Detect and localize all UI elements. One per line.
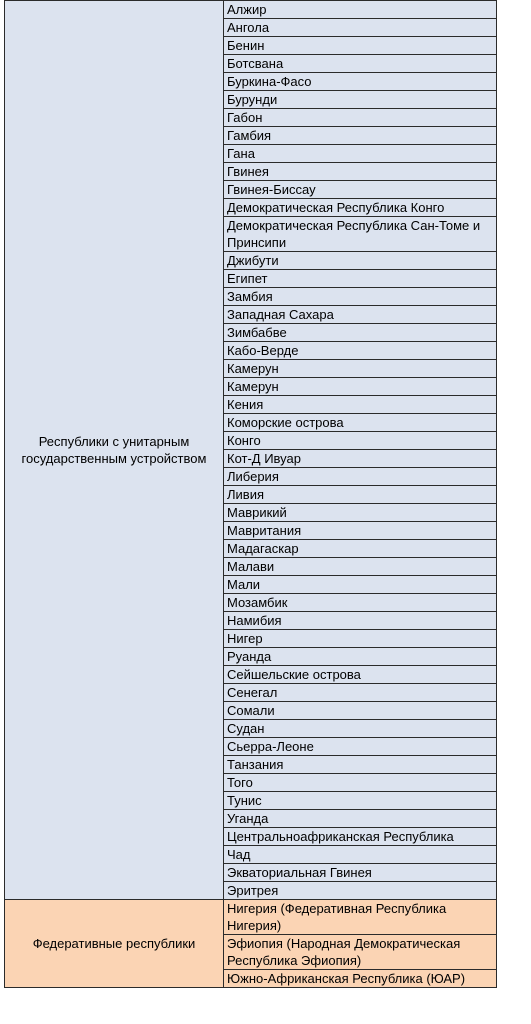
country-cell[interactable] bbox=[224, 558, 497, 576]
country-name: Сейшельские острова bbox=[227, 667, 361, 682]
country-cell[interactable] bbox=[224, 217, 497, 252]
country-cell[interactable] bbox=[224, 109, 497, 127]
table-row bbox=[5, 900, 497, 935]
country-name: Замбия bbox=[227, 289, 273, 304]
country-cell[interactable] bbox=[224, 342, 497, 360]
country-cell[interactable] bbox=[224, 199, 497, 217]
country-cell[interactable] bbox=[224, 378, 497, 396]
country-cell[interactable] bbox=[224, 468, 497, 486]
country-name: Тунис bbox=[227, 793, 262, 808]
country-name: Чад bbox=[227, 847, 251, 862]
country-cell[interactable] bbox=[224, 432, 497, 450]
country-cell[interactable] bbox=[224, 666, 497, 684]
country-cell[interactable] bbox=[224, 720, 497, 738]
country-name: Демократическая Республика Сан-Томе и Принсипи bbox=[227, 218, 481, 250]
country-cell[interactable] bbox=[224, 648, 497, 666]
country-cell[interactable] bbox=[224, 360, 497, 378]
country-name: Гамбия bbox=[227, 128, 272, 143]
country-name: Центральноафриканская Республика bbox=[227, 829, 454, 844]
country-cell[interactable] bbox=[224, 19, 497, 37]
country-name: Мадагаскар bbox=[227, 541, 299, 556]
country-cell[interactable] bbox=[224, 702, 497, 720]
country-cell[interactable] bbox=[224, 414, 497, 432]
country-name: Кабо-Верде bbox=[227, 343, 299, 358]
group-label: Республики с унитарным государственным устройством bbox=[21, 434, 207, 466]
country-name: Руанда bbox=[227, 649, 272, 664]
country-name: Западная Сахара bbox=[227, 307, 334, 322]
country-name: Кения bbox=[227, 397, 264, 412]
country-name: Демократическая Республика Конго bbox=[227, 200, 445, 215]
country-name: Бурунди bbox=[227, 92, 278, 107]
country-name: Маврикий bbox=[227, 505, 287, 520]
country-name: Эритрея bbox=[227, 883, 279, 898]
country-name: Южно-Африканская Республика (ЮАР) bbox=[227, 971, 466, 986]
country-name: Гана bbox=[227, 146, 255, 161]
country-classification-table bbox=[4, 0, 497, 988]
country-cell[interactable] bbox=[224, 181, 497, 199]
country-name: Сомали bbox=[227, 703, 275, 718]
country-name: Сенегал bbox=[227, 685, 278, 700]
country-cell[interactable] bbox=[224, 864, 497, 882]
country-name: Уганда bbox=[227, 811, 269, 826]
country-cell[interactable] bbox=[224, 1, 497, 19]
country-name: Мали bbox=[227, 577, 261, 592]
country-name: Камерун bbox=[227, 379, 279, 394]
country-name: Гвинея bbox=[227, 164, 269, 179]
country-cell[interactable] bbox=[224, 594, 497, 612]
country-cell[interactable] bbox=[224, 504, 497, 522]
group-label: Федеративные республики bbox=[32, 936, 196, 951]
country-cell[interactable] bbox=[224, 522, 497, 540]
country-cell[interactable] bbox=[224, 396, 497, 414]
country-cell[interactable] bbox=[224, 846, 497, 864]
country-cell[interactable] bbox=[224, 774, 497, 792]
country-cell[interactable] bbox=[224, 900, 497, 935]
country-name: Мозамбик bbox=[227, 595, 288, 610]
group-label-cell[interactable] bbox=[5, 1, 224, 900]
country-name: Экваториальная Гвинея bbox=[227, 865, 372, 880]
country-name: Зимбабве bbox=[227, 325, 287, 340]
country-name: Камерун bbox=[227, 361, 279, 376]
country-cell[interactable] bbox=[224, 576, 497, 594]
country-cell[interactable] bbox=[224, 684, 497, 702]
country-cell[interactable] bbox=[224, 970, 497, 988]
table-body bbox=[5, 1, 497, 988]
country-name: Бенин bbox=[227, 38, 265, 53]
country-cell[interactable] bbox=[224, 306, 497, 324]
country-name: Ангола bbox=[227, 20, 270, 35]
country-name: Нигерия (Федеративная Республика Нигерия) bbox=[227, 901, 447, 933]
country-cell[interactable] bbox=[224, 163, 497, 181]
country-cell[interactable] bbox=[224, 486, 497, 504]
country-name: Того bbox=[227, 775, 253, 790]
country-cell[interactable] bbox=[224, 792, 497, 810]
country-cell[interactable] bbox=[224, 756, 497, 774]
country-name: Гвинея-Биссау bbox=[227, 182, 316, 197]
country-cell[interactable] bbox=[224, 540, 497, 558]
country-cell[interactable] bbox=[224, 612, 497, 630]
country-cell[interactable] bbox=[224, 288, 497, 306]
country-name: Египет bbox=[227, 271, 268, 286]
country-cell[interactable] bbox=[224, 270, 497, 288]
country-cell[interactable] bbox=[224, 37, 497, 55]
country-name: Габон bbox=[227, 110, 263, 125]
country-name: Либерия bbox=[227, 469, 279, 484]
table-row bbox=[5, 1, 497, 19]
group-label-cell[interactable] bbox=[5, 900, 224, 988]
country-cell[interactable] bbox=[224, 91, 497, 109]
country-cell[interactable] bbox=[224, 882, 497, 900]
country-cell[interactable] bbox=[224, 73, 497, 91]
country-name: Эфиопия (Народная Демократическая Республика Эфиопия) bbox=[227, 936, 461, 968]
country-name: Сьерра-Леоне bbox=[227, 739, 314, 754]
country-name: Кот-Д Ивуар bbox=[227, 451, 301, 466]
country-name: Коморские острова bbox=[227, 415, 344, 430]
country-name: Ливия bbox=[227, 487, 265, 502]
country-name: Джибути bbox=[227, 253, 279, 268]
country-name: Малави bbox=[227, 559, 275, 574]
country-name: Нигер bbox=[227, 631, 263, 646]
country-cell[interactable] bbox=[224, 145, 497, 163]
country-name: Мавритания bbox=[227, 523, 302, 538]
country-name: Ботсвана bbox=[227, 56, 284, 71]
country-name: Намибия bbox=[227, 613, 282, 628]
country-name: Танзания bbox=[227, 757, 284, 772]
country-cell[interactable] bbox=[224, 828, 497, 846]
country-cell[interactable] bbox=[224, 935, 497, 970]
country-cell[interactable] bbox=[224, 324, 497, 342]
country-name: Алжир bbox=[227, 2, 267, 17]
country-name: Буркина-Фасо bbox=[227, 74, 312, 89]
country-name: Судан bbox=[227, 721, 265, 736]
country-cell[interactable] bbox=[224, 252, 497, 270]
country-cell[interactable] bbox=[224, 630, 497, 648]
country-name: Конго bbox=[227, 433, 261, 448]
country-cell[interactable] bbox=[224, 450, 497, 468]
country-cell[interactable] bbox=[224, 127, 497, 145]
country-cell[interactable] bbox=[224, 810, 497, 828]
country-cell[interactable] bbox=[224, 738, 497, 756]
country-cell[interactable] bbox=[224, 55, 497, 73]
